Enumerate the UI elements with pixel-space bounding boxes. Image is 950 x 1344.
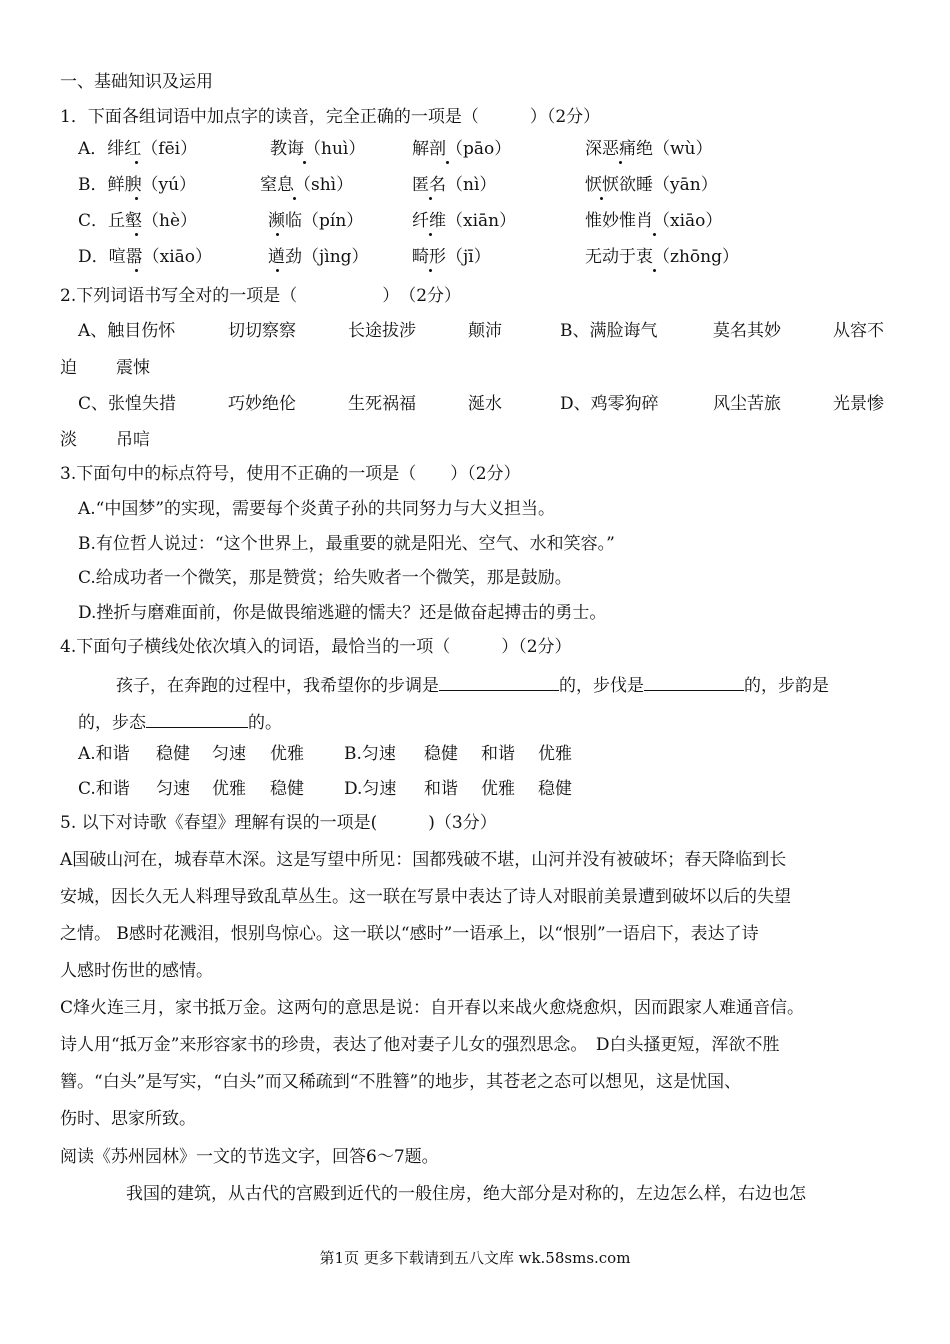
q4-sentence-part: 的，步伐是 [559,676,644,696]
q4-stem: 4.下面句子横线处依次填入的词语，最恰当的一项（ ）（2分） [60,637,572,657]
q2-word: 切切察察 [228,321,296,341]
q5-line: A国破山河在，城春草木深。这是写望中所见：国都残破不堪，山河并没有被破坏；春天降临到长 [60,850,787,870]
q3-option-d: D.挫折与磨难面前，你是做畏缩逃避的懦夫？还是做奋起搏击的勇士。 [78,603,607,623]
q2-word: 风尘苦旅 [713,394,781,414]
emphasis-dot [276,233,279,236]
q5-line: C烽火连三月，家书抵万金。这两句的意思是说：自开春以来战火愈烧愈炽，因而跟家人难通音信。 [60,998,805,1018]
q1-c-3: 纤维（xiān） [412,211,517,231]
emphasis-dot [653,269,656,272]
q3-option-c: C.给成功者一个微笑，那是赞赏；给失败者一个微笑，那是鼓励。 [78,568,572,588]
q4-word: 匀速 [212,744,246,764]
q1-a-2: 教诲（huì） [270,139,366,159]
q1-b-1: B．鲜腴（yú） [78,175,197,195]
q4-word: 和谐 [424,779,458,799]
fill-blank [146,709,248,728]
q1-b-2: 窒息（shì） [260,175,354,195]
q1-c-1: C．丘壑（hè） [78,211,198,231]
q2-word: 光景惨 [833,394,884,414]
q4-sentence-part: 的，步态 [78,713,146,733]
q4-word: 优雅 [212,779,246,799]
q1-a-4: 深恶痛绝（wù） [585,139,713,159]
q3-option-b: B.有位哲人说过：“这个世界上，最重要的就是阳光、空气、水和笑容。” [78,534,615,554]
q2-word: D、鸡零狗碎 [560,394,659,414]
q4-word: D.匀速 [344,779,397,799]
q2-word: 震悚 [116,358,150,378]
q5-line: 伤时、思家所致。 [60,1109,196,1129]
q1-b-3: 匿名（nì） [412,175,497,195]
q4-word: A.和谐 [78,744,130,764]
q2-word: 迫 [60,358,77,378]
emphasis-dot [429,197,432,200]
q2-word: A、触目伤怀 [78,321,176,341]
emphasis-dot [135,161,138,164]
emphasis-dot [429,233,432,236]
q5-stem: 5. 以下对诗歌《春望》理解有误的一项是( )（3分） [60,813,497,833]
q1-c-4: 惟妙惟肖（xiāo） [585,211,723,231]
q2-word: 长途拔涉 [348,321,416,341]
q1-stem: 1．下面各组词语中加点字的读音，完全正确的一项是（ ）（2分） [60,107,601,127]
q4-word: 稳健 [424,744,458,764]
fill-blank [644,672,744,691]
q4-sentence-part: 孩子，在奔跑的过程中，我希望你的步调是 [116,676,439,696]
q4-word: C.和谐 [78,779,130,799]
q4-word: 稳健 [538,779,572,799]
q1-a-3: 解剖（pāo） [412,139,512,159]
q1-a-1: A．绯红（fēi） [78,139,198,159]
q1-c-2: 濒临（pín） [268,211,364,231]
q4-word: B.匀速 [344,744,396,764]
q2-word: 生死祸福 [348,394,416,414]
section-heading: 一、基础知识及运用 [60,72,213,92]
q5-line: 簪。“白头”是写实，“白头”而又稀疏到“不胜簪”的地步，其苍老之态可以想见，这是忧国、 [60,1072,742,1092]
q5-line: 之情。 B感时花溅泪，恨别鸟惊心。这一联以“感时”一语承上，以“恨别”一语启下，表达了诗 [60,924,759,944]
reading-paragraph: 我国的建筑，从古代的宫殿到近代的一般住房，绝大部分是对称的，左边怎么样，右边也怎 [126,1184,806,1204]
q2-word: 巧妙绝伦 [228,394,296,414]
emphasis-dot [135,197,138,200]
q1-d-2: 遒劲（jìng） [268,247,369,267]
emphasis-dot [303,161,306,164]
q4-sentence-part: 的，步韵是 [744,676,829,696]
emphasis-dot [446,161,449,164]
q2-word: 莫名其妙 [713,321,781,341]
q2-word: C、张惶失措 [78,394,177,414]
q2-word: 颠沛 [468,321,502,341]
q5-line: 安城，因长久无人料理导致乱草丛生。这一联在写景中表达了诗人对眼前美景遭到破坏以后的失望 [60,887,791,907]
q3-stem: 3.下面句中的标点符号，使用不正确的一项是（ ）（2分） [60,464,521,484]
q1-d-3: 畸形（jī） [412,247,491,267]
q4-word: 优雅 [538,744,572,764]
emphasis-dot [135,233,138,236]
emphasis-dot [600,197,603,200]
q4-word: 稳健 [270,779,304,799]
q2-stem: 2.下列词语书写全对的一项是（ ） （2分） [60,286,462,306]
q5-line: 人感时伤世的感情。 [60,961,213,981]
emphasis-dot [276,269,279,272]
emphasis-dot [653,233,656,236]
q2-word: B、满脸诲气 [560,321,658,341]
q5-line: 诗人用“抵万金”来形容家书的珍贵，表达了他对妻子儿女的强烈思念。 D白头搔更短，浑欲不胜 [60,1035,780,1055]
page-footer: 第1页 更多下载请到五八文库 wk.58sms.com [319,1249,631,1267]
q4-sentence-part: 的。 [248,713,282,733]
q4-word: 优雅 [481,779,515,799]
q2-word: 从容不 [833,321,884,341]
q3-option-a: A.“中国梦”的实现，需要每个炎黄子孙的共同努力与大义担当。 [78,499,556,519]
q4-sentence-line2 [78,709,282,734]
emphasis-dot [135,269,138,272]
fill-blank [439,672,559,691]
q2-word: 涎水 [468,394,502,414]
q4-sentence-line1 [116,672,829,697]
q4-word: 和谐 [481,744,515,764]
q2-word: 淡 [60,430,77,450]
emphasis-dot [619,161,622,164]
emphasis-dot [293,197,296,200]
q4-word: 优雅 [270,744,304,764]
q1-d-4: 无动于衷（zhōng） [585,247,739,267]
q2-word: 吊唁 [116,430,150,450]
reading-intro: 阅读《苏州园林》一文的节选文字，回答6～7题。 [60,1147,439,1167]
q4-word: 匀速 [156,779,190,799]
emphasis-dot [429,269,432,272]
q4-word: 稳健 [156,744,190,764]
q1-d-1: D．喧嚣（xiāo） [78,247,213,267]
q1-b-4: 恹恹欲睡（yān） [585,175,718,195]
